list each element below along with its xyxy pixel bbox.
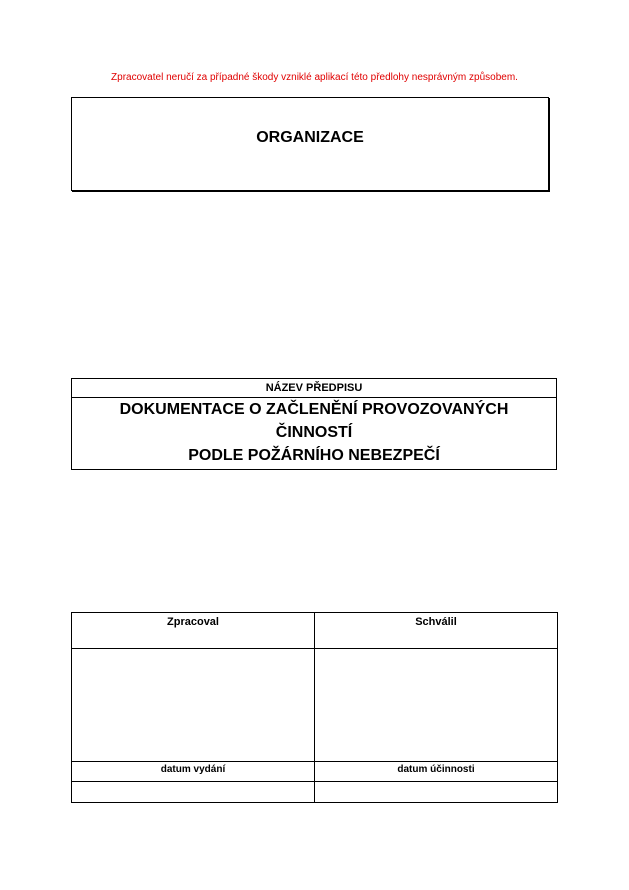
regulation-title-line-3: PODLE POŽÁRNÍHO NEBEZPEČÍ <box>188 447 440 464</box>
regulation-title <box>72 398 557 470</box>
prepared-by-label: Zpracoval <box>72 613 315 649</box>
issue-date-field[interactable] <box>72 782 315 803</box>
effective-date-field[interactable] <box>315 782 558 803</box>
signature-table <box>71 612 558 803</box>
regulation-label: NÁZEV PŘEDPISU <box>72 379 557 398</box>
prepared-by-field[interactable] <box>72 649 315 762</box>
regulation-title-line-2: ČINNOSTÍ <box>275 424 353 441</box>
disclaimer-note: Zpracovatel neručí za případné škody vzniklé aplikací této předlohy nesprávným způsobem. <box>111 72 518 83</box>
regulation-title-line-1: DOKUMENTACE O ZAČLENĚNÍ PROVOZOVANÝCH <box>119 401 509 418</box>
organization-box <box>71 97 549 191</box>
issue-date-label: datum vydání <box>72 762 315 782</box>
approved-by-field[interactable] <box>315 649 558 762</box>
approved-by-label: Schválil <box>315 613 558 649</box>
effective-date-label: datum účinnosti <box>315 762 558 782</box>
regulation-title-table <box>71 378 557 470</box>
organization-title: ORGANIZACE <box>256 129 364 146</box>
